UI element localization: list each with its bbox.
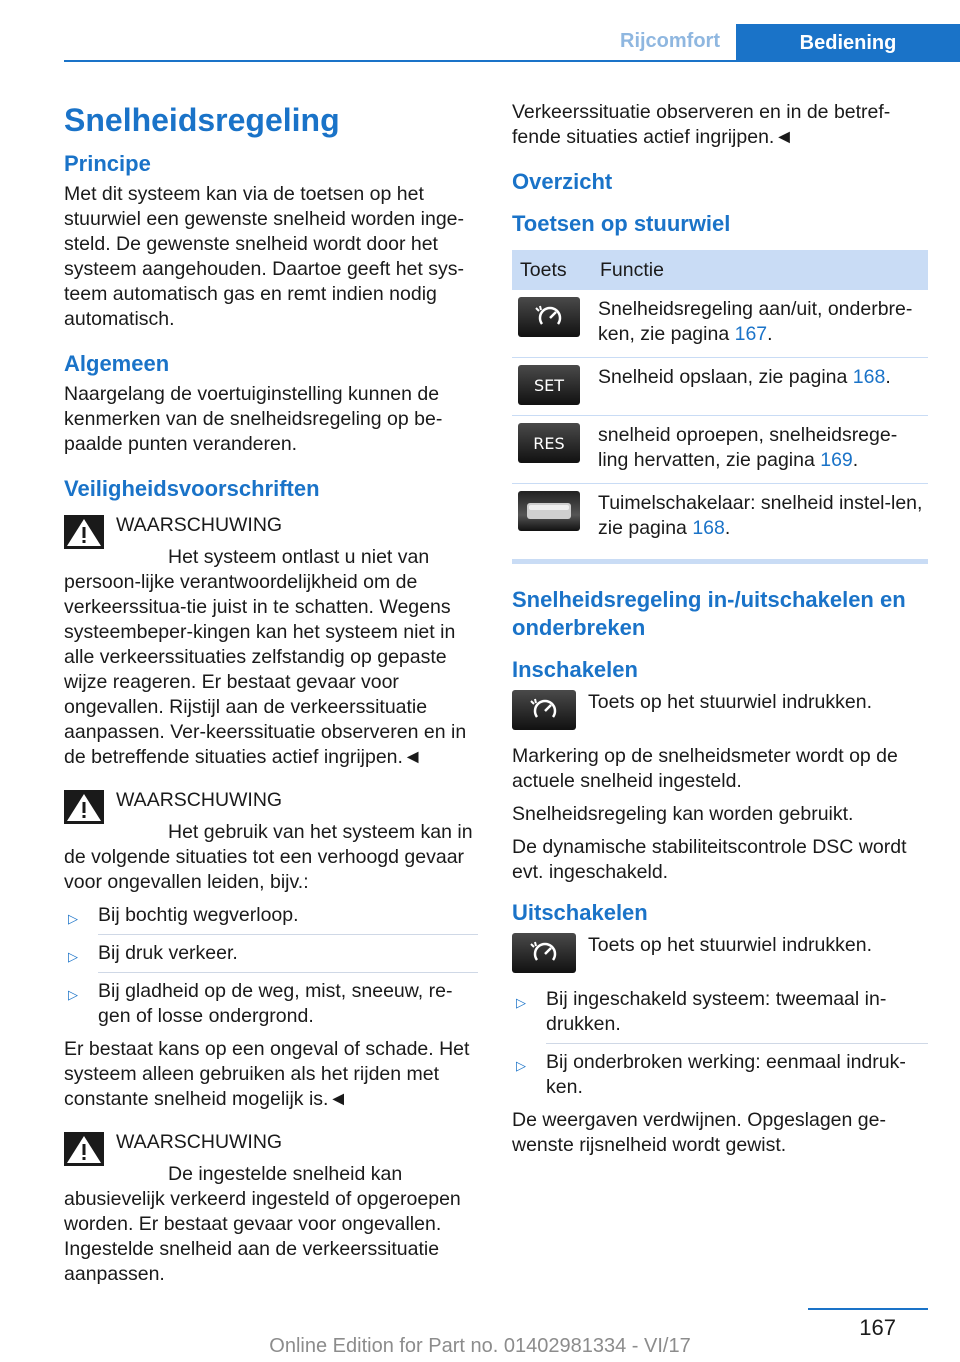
inschakelen-heading: Inschakelen [512,657,638,682]
rocker-switch-key [518,491,580,531]
list-triangle-icon: ▷ [68,949,78,964]
list-item: ▷ Bij ingeschakeld systeem: tweemaal in-drukken. [516,988,887,1035]
warning-triangle-icon [64,1132,104,1166]
list-separator [98,972,478,973]
inout-heading: Snelheidsregeling in-/uitschakelen en onderbreken [512,587,906,640]
situation-list [64,903,478,1029]
inschakelen-text-2: Snelheidsregeling kan worden gebruikt. [512,803,854,825]
footer-rule [808,1308,928,1310]
uitschakelen-list [512,987,928,1100]
table-cell-function: Snelheid opslaan, zie pagina 168. [592,358,928,416]
continued-text: Verkeerssituatie observeren en in de betref-fende situaties actief ingrijpen.◄ [512,101,891,148]
rocker-switch-icon [524,498,574,524]
table-row [512,290,928,358]
warning-block-1 [64,513,478,770]
table-header-row [512,250,928,290]
uitschakelen-heading: Uitschakelen [512,900,648,925]
list-item: ▷ Bij gladheid op de weg, mist, sneeuw, re-gen of losse ondergrond. [68,980,453,1027]
table-row [512,416,928,484]
set-key: SET [518,365,580,405]
cruise-control-key [512,933,576,973]
veiligheid-heading: Veiligheidsvoorschriften [64,476,320,501]
principe-text: Met dit systeem kan via de toetsen op het stuurwiel een gewenste snelheid worden inge-steld. De gewenste snelheid wordt door het systeem aangehouden. Daartoe geeft het sys-teem automatisch gas en remt indien nodig automatisch. [64,183,464,330]
toetsen-heading: Toetsen op stuurwiel [512,211,731,236]
list-separator [98,934,478,935]
warning-title: WAARSCHUWING [116,1131,283,1153]
uitschakelen-key-row [512,933,928,973]
inschakelen-text-3: De dynamische stabiliteitscontrole DSC wordt evt. ingeschakeld. [512,836,907,883]
cruise-control-key [518,297,580,337]
page-title: Snelheidsregeling [64,102,340,138]
inschakelen-text-1: Markering op de snelheidsmeter wordt op de actuele snelheid ingesteld. [512,745,898,792]
warning-block-2 [64,788,478,895]
column-header: Toets [512,250,592,290]
warning-triangle-icon [64,515,104,549]
left-column [64,100,478,1293]
edition-footer: Online Edition for Part no. 01402981334 - VI/17 [269,1335,691,1357]
principe-heading: Principe [64,151,151,176]
tab-bediening[interactable]: Bediening [736,24,960,62]
table-cell-function: snelheid oproepen, snelheidsrege-ling hervatten, zie pagina 169. [592,416,928,484]
table-bottom-bar [512,559,928,564]
cruise-control-icon [527,697,561,723]
res-key: RES [518,423,580,463]
cruise-control-icon [532,304,566,330]
list-triangle-icon: ▷ [68,987,78,1002]
warning-text: De ingestelde snelheid kan abusievelijk verkeerd ingesteld of opgeroepen worden. Er bestaat gevaar voor ongevallen. Ingestelde snelheid aan de verkeerssituatie aanpassen. [64,1163,461,1285]
warning-block-3 [64,1130,478,1287]
key-instruction: Toets op het stuurwiel indrukken. [588,934,872,956]
right-column [512,100,928,1166]
after-list-text: Er bestaat kans op een ongeval of schade. Het systeem alleen gebruiken als het rijden met constante snelheid mogelijk is.◄ [64,1038,470,1110]
warning-text: Het systeem ontlast u niet van persoon-lijke verantwoordelijkheid om de verkeerssitua-tie juist in te schatten. Wegens systeembeper-kingen kan het systeem niet in alle verkeerssituaties zelfstandig op gepaste wijze reageren. Er bestaat gevaar voor ongevallen. Rijstijl aan de verkeerssituatie aanpassen. Ver-keerssituatie observeren en in de betreffende situaties actief ingrijpen.◄ [64,546,467,768]
page-link[interactable]: 168 [852,366,886,388]
warning-title: WAARSCHUWING [116,514,283,536]
list-item: ▷ Bij druk verkeer. [64,941,478,966]
warning-title: WAARSCHUWING [116,789,283,811]
algemeen-heading: Algemeen [64,351,170,376]
page-link[interactable]: 168 [692,517,725,539]
list-triangle-icon: ▷ [516,995,526,1010]
tab-rijcomfort[interactable]: Rijcomfort [620,30,720,52]
key-instruction: Toets op het stuurwiel indrukken. [588,691,872,713]
table-row [512,484,928,552]
list-triangle-icon: ▷ [516,1058,526,1073]
cruise-control-key [512,690,576,730]
table-row [512,358,928,416]
list-separator [546,1043,928,1044]
cruise-control-icon [527,940,561,966]
list-item: ▷ Bij bochtig wegverloop. [64,903,478,928]
uitschakelen-final-text: De weergaven verdwijnen. Opgeslagen ge-wenste rijsnelheid wordt gewist. [512,1109,886,1156]
page-link[interactable]: 167 [734,323,768,345]
keys-table [512,250,928,551]
list-triangle-icon: ▷ [68,911,78,926]
page-number: 167 [859,1315,896,1340]
table-cell-function: Snelheidsregeling aan/uit, onderbre-ken, zie pagina 167. [592,290,928,358]
algemeen-text: Naargelang de voertuiginstelling kunnen de kenmerken van de snelheidsregeling op be-paalde punten veranderen. [64,383,443,455]
list-item: ▷ Bij onderbroken werking: eenmaal indruk-ken. [516,1051,906,1098]
table-cell-function: Tuimelschakelaar: snelheid instel-len, zie pagina 168. [598,492,923,539]
page-link[interactable]: 169 [820,449,853,471]
overzicht-heading: Overzicht [512,169,613,194]
warning-text: Het gebruik van het systeem kan in de volgende situaties tot een verhoogd gevaar voor ongevallen leiden, bijv.: [64,821,473,893]
column-header: Functie [592,250,928,290]
warning-triangle-icon [64,790,104,824]
inschakelen-key-row [512,690,928,730]
